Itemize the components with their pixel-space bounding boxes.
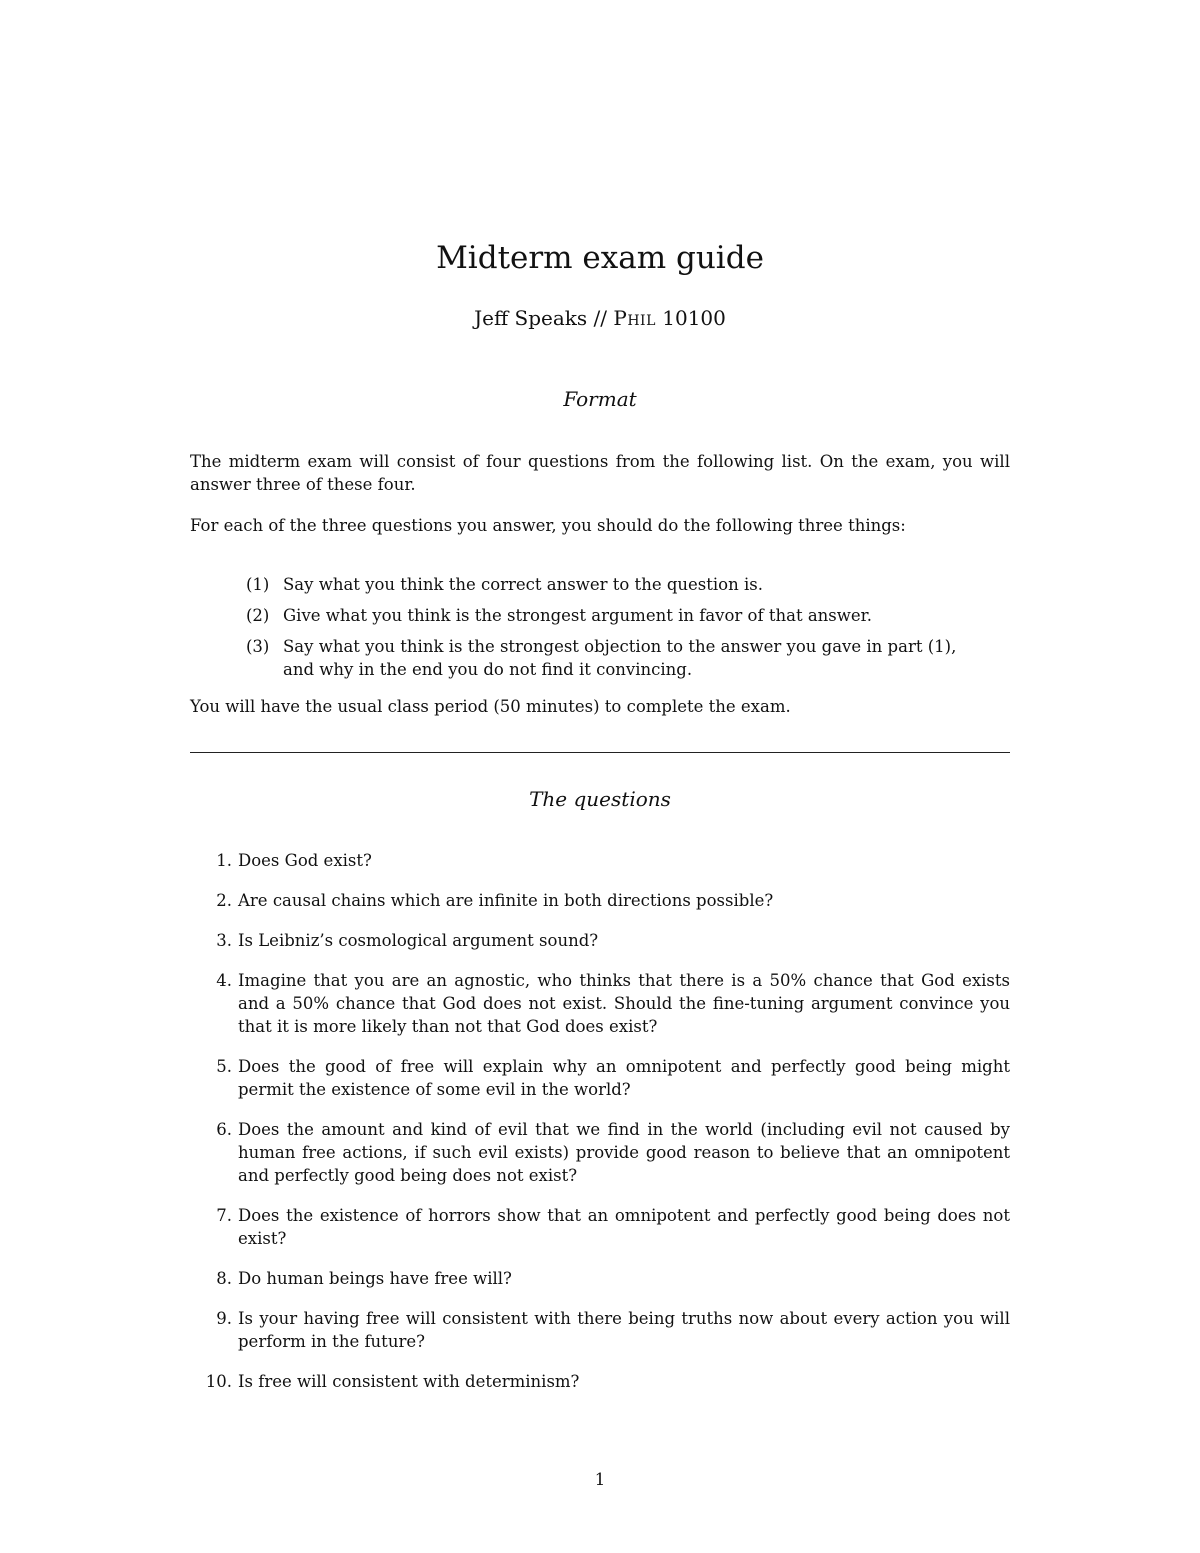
document-page <box>190 0 1010 1553</box>
questions-list <box>190 849 1010 1410</box>
question-number: 6. <box>216 1120 232 1139</box>
question-number: 7. <box>216 1206 232 1225</box>
question-text: Are causal chains which are infinite in both directions possible? <box>238 891 774 910</box>
answer-step-number: (3) <box>246 637 270 656</box>
answer-step-number: (2) <box>246 606 270 625</box>
questions-heading: The questions <box>529 787 671 811</box>
question-item <box>190 1118 1010 1187</box>
question-item <box>190 1307 1010 1353</box>
document-title: Midterm exam guide <box>436 240 764 276</box>
answer-step <box>246 573 966 596</box>
question-item <box>190 929 1010 952</box>
answer-steps-list <box>246 573 966 689</box>
author-separator: // <box>593 306 608 330</box>
question-text: Is free will consistent with determinism? <box>238 1372 580 1391</box>
answer-step-text: Say what you think the correct answer to the question is. <box>283 575 763 594</box>
question-text: Does the good of free will explain why an omnipotent and perfectly good being might permit the existence of some evil in the world? <box>238 1057 1010 1099</box>
question-item <box>190 1055 1010 1101</box>
answer-step-number: (1) <box>246 575 270 594</box>
answer-step <box>246 604 966 627</box>
question-number: 9. <box>216 1309 232 1328</box>
format-intro-paragraph: The midterm exam will consist of four questions from the following list. On the exam, you will answer three of these four. <box>190 452 1010 494</box>
question-number: 8. <box>216 1269 232 1288</box>
course-department: Phil <box>613 306 656 330</box>
question-number: 10. <box>205 1372 232 1391</box>
question-text: Do human beings have free will? <box>238 1269 512 1288</box>
question-text: Does the existence of horrors show that an omnipotent and perfectly good being does not exist? <box>238 1206 1010 1248</box>
question-number: 1. <box>216 851 232 870</box>
question-item <box>190 889 1010 912</box>
author-line <box>190 304 1010 332</box>
question-number: 4. <box>216 971 232 990</box>
format-instructions-paragraph: For each of the three questions you answer, you should do the following three things: <box>190 516 906 535</box>
question-number: 5. <box>216 1057 232 1076</box>
author-name: Jeff Speaks <box>474 306 588 330</box>
exam-time-paragraph: You will have the usual class period (50 minutes) to complete the exam. <box>190 697 791 716</box>
page-number: 1 <box>594 1470 606 1489</box>
question-number: 2. <box>216 891 232 910</box>
course-number: 10100 <box>662 306 726 330</box>
question-item <box>190 1204 1010 1250</box>
question-item <box>190 1267 1010 1290</box>
answer-step-text: Give what you think is the strongest argument in favor of that answer. <box>283 606 872 625</box>
format-heading: Format <box>563 387 637 411</box>
question-text: Imagine that you are an agnostic, who thinks that there is a 50% chance that God exists and a 50% chance that God does not exist. Should the fine-tuning argument convince you that it is more likely than not that God does exist? <box>238 971 1010 1036</box>
question-text: Does God exist? <box>238 851 372 870</box>
question-text: Is Leibniz’s cosmological argument sound? <box>238 931 599 950</box>
question-text: Does the amount and kind of evil that we find in the world (including evil not caused by human free actions, if such evil exists) provide good reason to believe that an omnipotent and perfectly good being does not exist? <box>238 1120 1010 1185</box>
question-number: 3. <box>216 931 232 950</box>
question-item <box>190 849 1010 872</box>
section-divider <box>190 752 1010 753</box>
question-text: Is your having free will consistent with there being truths now about every action you will perform in the future? <box>238 1309 1010 1351</box>
answer-step <box>246 635 966 681</box>
answer-step-text: Say what you think is the strongest objection to the answer you gave in part (1), and why in the end you do not find it convincing. <box>283 637 957 679</box>
question-item <box>190 969 1010 1038</box>
question-item <box>190 1370 1010 1393</box>
